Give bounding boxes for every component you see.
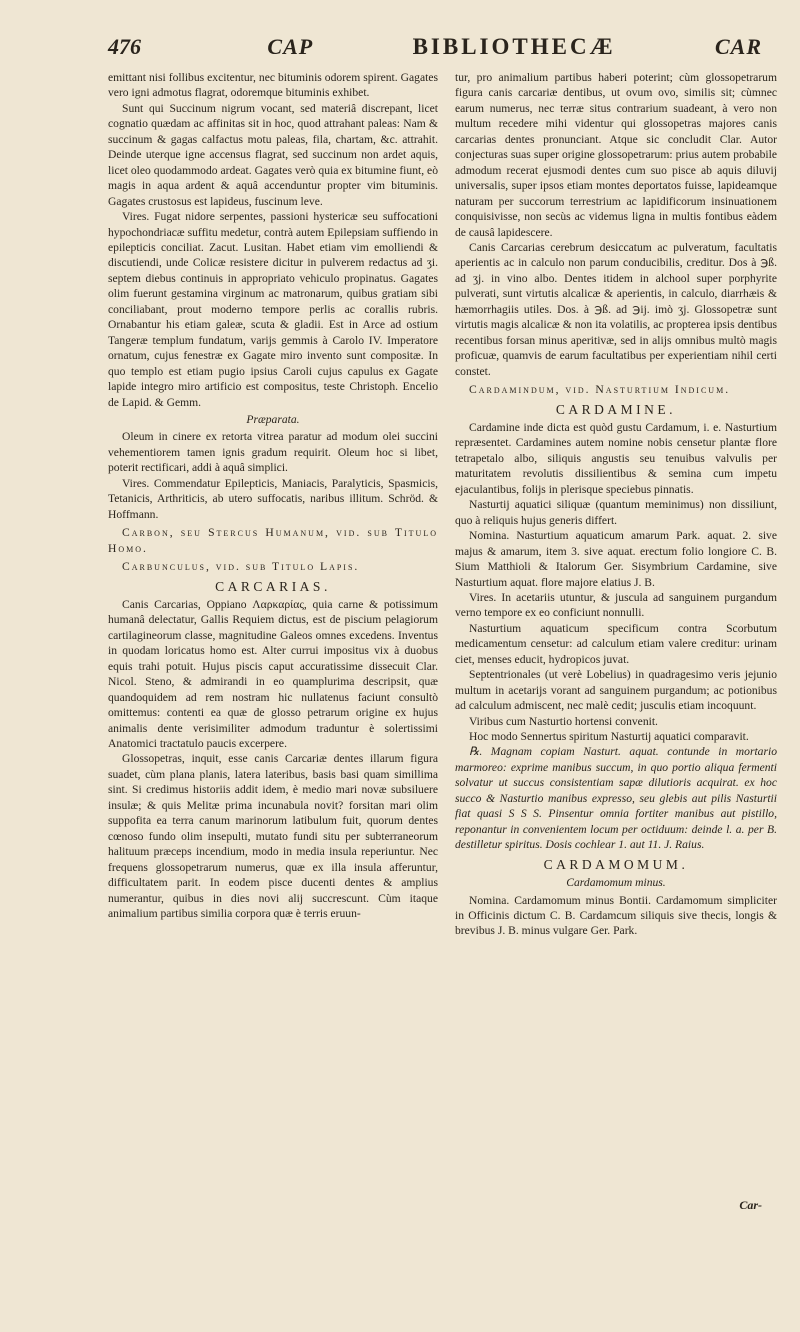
paragraph: Hoc modo Sennertus spiritum Nasturtij aquatici comparavit. xyxy=(469,730,749,744)
catchword: Car- xyxy=(739,1198,762,1212)
paragraph: ℞. Magnam copiam Nasturt. aquat. contunde in mortario marmoreo: exprime manibus succum, in quo portio aliqua fermenti solvatur ut succus consistentiam sapæ dilutioris acquirat. ex hoc succo & Nasturtio manibus expresso, seu glebis aut pilis Nasturtii fiat quasi S S S. Pinsentur omnia fortiter manibus aut pistillo, reponantur in convenientem locum per octiduum: deinde l. a. per B. destilletur spiritus. Dosis cochlear 1. aut 11. J. Raius. xyxy=(455,745,777,852)
page-number: 476 xyxy=(108,34,141,59)
paragraph: Vires. Fugat nidore serpentes, passioni hystericæ seu suffocationi hypochondriacæ suffitu medetur, contrà autem Epilepsiam suffiendo in epilepticis conciliat. Zacut. Lusitan. Habet etiam vim emolliendi & discutiendi, unde Colicæ resistere dicitur in pulverem redactus ad ʒi. septem diebus continuis in appropriato vehiculo propinatus. Gagates olim fuerunt gestamina virginum ac matronarum, quibus gratiam sibi conciliabant, prout moderno tempore perlis ac corallis rubris. Ornabantur his etiam galeæ, scuta & gladii. Est in Arce ad ostium Tangeræ templum fundatum, varijs gemmis à Carolo IV. Imperatore ornatum, cujus fenestræ ex Gagate miro invento sunt compositæ. In quo templo est etiam pugio ipsius Caroli cujus capulus ex Gagate lapide integro miro artificio est compositus, teste Christoph. Encelio de Lapid. & Gemm. xyxy=(108,210,438,409)
paragraph: Canis Carcarias, Oppiano Λαρκαρίας, quia carne & potissimum humanâ delectatur, Gallis Requiem dictus, est de piscium pelagiorum cartilagineorum classe, magnitudine Galeos omnes excedens. Inventus in quodam loricatus homo est. Alter currui impositus vix à duobus equis trahi potuit. Hujus piscis caput accuratissime dissecuit Clar. Nicol. Steno, & admirandi in eo quamplurima descripsit, quæ quandoquidem ad rem nostram hic nullatenus faciunt consultò omittemus: contenti ea quæ de glosso petrarum origine ex hujus animalis dente verisimiliter admodum traduntur è solertissimi Anatomici tractatulo paucis excerpere. xyxy=(108,597,438,751)
header-right-title: CAR xyxy=(714,34,762,59)
left-text-column xyxy=(108,70,438,921)
paragraph: Oleum in cinere ex retorta vitrea paratur ad modum olei succini vehementiorem tamen ignis gradum requirit. Oleum hoc si libet, poterit rectificari, addi à aquâ simplici. xyxy=(108,430,438,475)
paragraph: Vires. In acetariis utuntur, & jusculа ad sanguinem purgandum verno tempore ex eo conficiunt nonnulli. xyxy=(455,590,777,620)
right-text-column xyxy=(455,70,777,939)
paragraph: Cardamindum, vid. Nasturtium Indicum. xyxy=(469,383,731,397)
section-heading: CARDAMINE. xyxy=(555,401,677,417)
paragraph: Glossopetras, inquit, esse canis Carcariæ dentes illarum figura suadet, cùm plana planis, latera lateribus, basis basi quam simillima sint. Si credimus historiis addit idem, è medio mari novæ subsiluere insulæ; & quis Melitæ prima incunabula novit? forsitan mari olim suppofita ea terra canum marinorum latibulum fuit, quorum dentes cœnoso fundo olim insepulti, mutato fundi situ per subterraneorum halituum præceps incendium, modo in media insula reperiuntur. Nec frequens glossopetrarum numerus, quæ ex illa insula afferuntur, difficultatem parit. In eodem pisce ducenti dentes & amplius numerantur, quibus in dies novi alij succrescunt. Cùm itaque animalium partibus similia corpora quæ è terris eruun- xyxy=(108,752,438,921)
paragraph: emittant nisi follibus excitentur, nec bituminis odorem spirent. Gagates vero igni admotus flagrat, odoremque bituminis exhibet. xyxy=(108,71,438,100)
paragraph: Cardamine inde dicta est quòd gustu Cardamum, i. e. Nasturtium repræsentet. Cardamines autem nomine nobis censetur plantæ flore tetrapetalo albo, siliquis angustis seu tenuibus valvulis per maturitatem revolutis dissilientibus & semina cum impetu ejaculantibus, folijs in plerisque speciebus pinnatis. xyxy=(455,420,777,496)
paragraph: Carbunculus, vid. sub Titulo Lapis. xyxy=(122,560,360,574)
paragraph: Vires. Commendatur Epilepticis, Maniacis, Paralyticis, Spasmicis, Tetanicis, Arthriticis, ab utero suffocatis, naribus illitum. Schröd. & Hoffmann. xyxy=(108,476,438,521)
section-heading: CARCARIAS. xyxy=(215,578,331,594)
paragraph: Carbon, seu Stercus Humanum, vid. sub Titulo Homo. xyxy=(108,526,438,555)
paragraph: Septentrionales (ut verè Lobelius) in quadragesimo veris jejunio multum in acetarijs vorant ad sanguinem purgandum; ac potionibus ad calculum admiscent, nec malè cedit; jusculis etiam incoquunt. xyxy=(455,668,777,713)
header-center-title: BIBLIOTHECÆ xyxy=(412,34,616,59)
sub-heading: Præparata. xyxy=(246,412,300,426)
paragraph: Sunt qui Succinum nigrum vocant, sed materiâ discrepant, licet cognatio quædam ac affinitas sit in hoc, quod attrahant paleas: Nam & succinum & gagas calfactus motu paleas, fila, chartam, &c. attrahit. Deinde uterque igne accensus flagrat, sed succinum non ardet aquis, licet oleo quodammodo ardeat. Gagates verò quia ex bitumine fiunt, eò magis in aqua ardent & aquâ accenduntur propter vim bituminis. Gagates crustosus est lapideus, fuscinum leve. xyxy=(108,101,438,208)
running-header xyxy=(108,34,762,68)
paragraph: tur, pro animalium partibus haberi poterint; cùm glossopetrarum figura canis carcariæ dentibus, ut ovum ovo, similis sit; cùmnec earum numerus, nec terræ situs contrarium suadeant, à vero non multum recedere mihi videntur qui glossopetras majores canis carcarias dentes pronunciant. Atque sic concludit Clar. Autor conjecturas suas super origine glossopetrarum: prius autem probabile admodum recerat ejusmodi dentes cum suo pisce ab aquis diluvij universalis, super ipsos etiam montes deportatos fuisse, lapideamque naturam per succorum terrestrium ac lapidificorum insinuationem conquisivisse, non secùs ac videmus ligna in multis fontibus eàdem de causâ lapidescere. xyxy=(455,71,777,239)
paragraph: Nasturtium aquaticum specificum contra Scorbutum medicamentum censetur: ad calculum etiam valere creditur: urinam ciet, menses educit, hydropicos juvat. xyxy=(455,621,777,666)
paragraph: Nasturtij aquatici siliquæ (quantum meminimus) non dissiliunt, quo à reliquis hujus generis differt. xyxy=(455,498,777,527)
paragraph: Nomina. Cardamomum minus Bontii. Cardamomum simpliciter in Officinis dictum C. B. Cardamcum siliquis sive thecis, longis & brevibus J. B. minus vulgare Ger. Park. xyxy=(455,893,777,938)
header-left-title: CAP xyxy=(267,34,314,59)
paragraph: Canis Carcarias cerebrum desiccatum ac pulveratum, facultatis aperientis ac in calculo non parum conducibilis, creditur. Dos à ℈ß. ad ʒj. in vino albo. Dentes itidem in alchool super porphyrite pulverati, sunt virtutis alcalicæ & aperientis, in calculo, diarrhæis & hæmorrhagiis utiles. Dos. à ℈ß. ad ℈ij. imò ʒj. Glossopetræ sunt virtutis magis alcalicæ & non ita volatilis, ac propterea ipsis dentibus recentibus forsan minus aperitivæ, sed in alijs omnibus multò magis proficuæ, quamvis de earum facultatibus per experientiam nihil certi constet. xyxy=(455,240,777,378)
paragraph: Nomina. Nasturtium aquaticum amarum Park. aquat. 2. sive majus & amarum, item 3. sive aquat. erectum folio longiore C. B. Sium Matthioli & Italorum Ger. Sisymbrium Cardamine, sive Nasturtium aquat. flore majore elatius J. B. xyxy=(455,529,777,589)
sub-heading: Cardamomum minus. xyxy=(566,876,666,890)
section-heading: CARDAMOMUM. xyxy=(543,856,689,872)
paragraph: Viribus cum Nasturtio hortensi convenit. xyxy=(469,714,658,728)
